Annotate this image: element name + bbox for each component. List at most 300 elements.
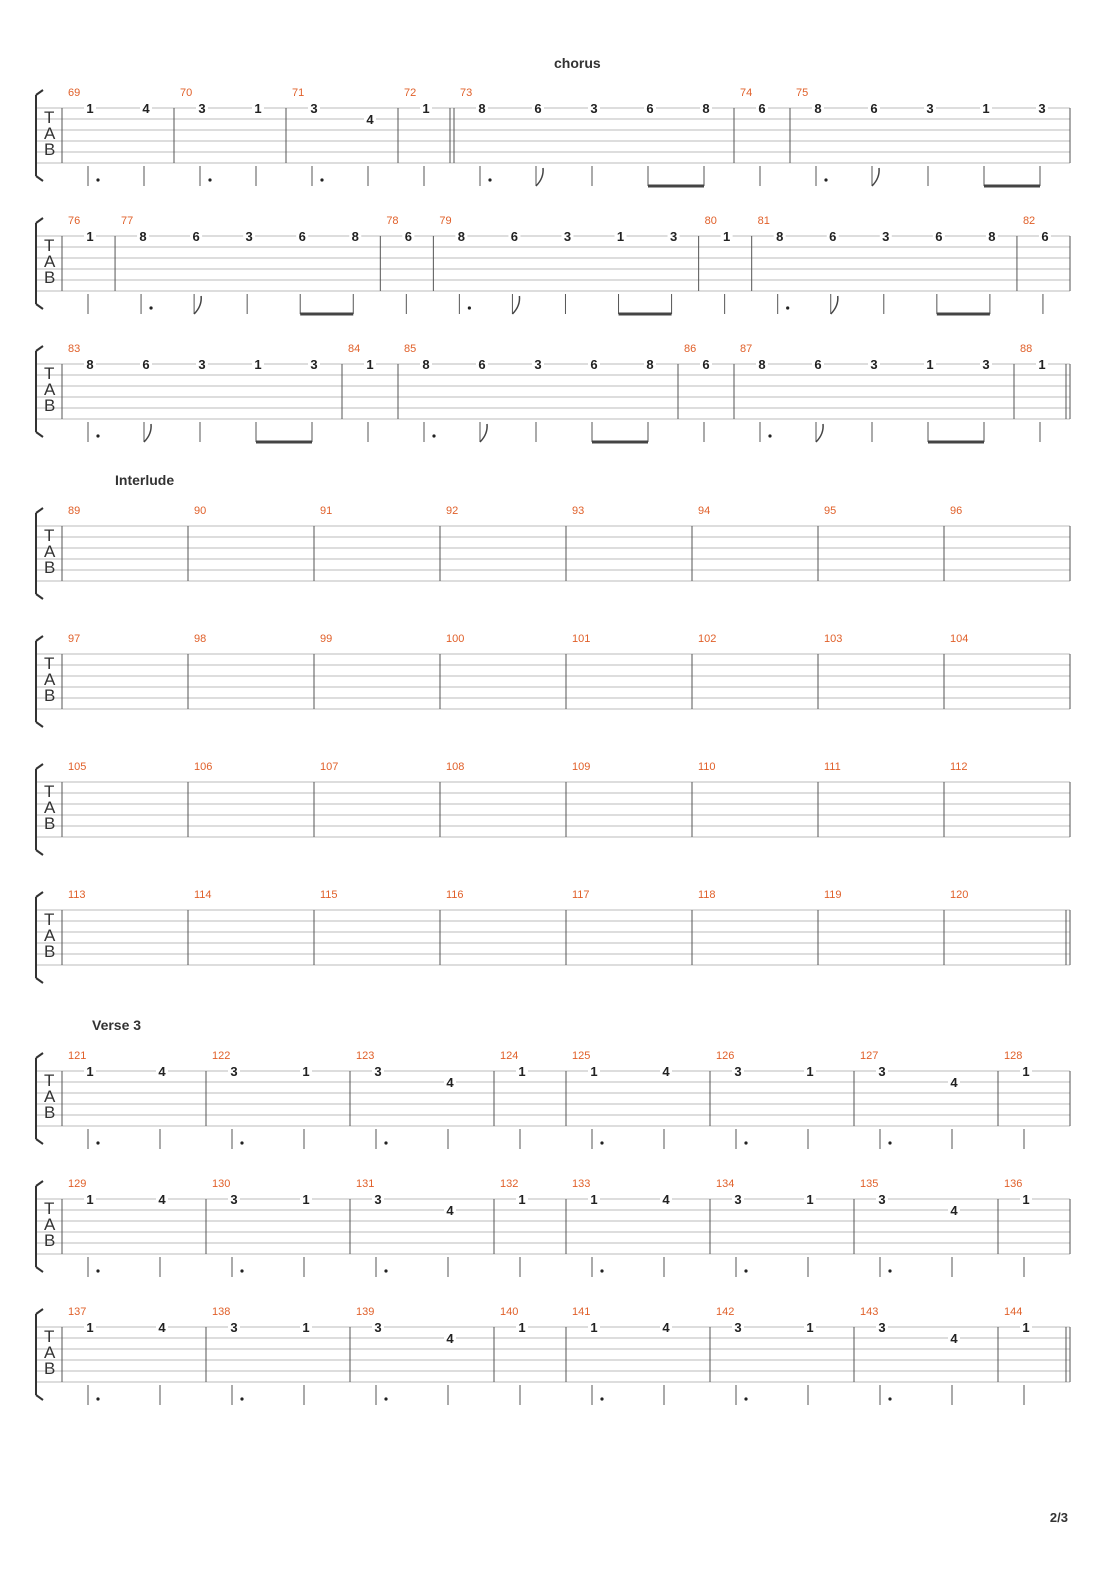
measure [68,1178,206,1277]
system-bracket [36,764,43,855]
fret-number: 3 [245,229,253,244]
measure-number: 124 [500,1050,519,1062]
dot [384,1141,387,1144]
fret-number: 4 [158,1192,166,1207]
system-bracket [36,218,43,309]
tab-clef-letter: B [44,1103,56,1122]
fret-number: 1 [926,357,934,372]
tab-clef-letter: T [44,1327,55,1346]
fret-number: 3 [198,101,206,116]
measure-number: 86 [684,343,697,355]
measure-number: 71 [292,87,305,99]
measure-number: 117 [572,889,590,901]
measure-number: 73 [460,87,473,99]
fret-number: 3 [734,1192,742,1207]
measure [860,1178,998,1277]
measure-number: 132 [500,1178,519,1190]
measure [386,215,433,314]
dot [432,434,435,437]
measure [500,1306,566,1405]
system-bracket [36,1053,43,1144]
measure-number: 144 [1004,1306,1023,1318]
measure [716,1178,854,1277]
fret-number: 1 [590,1192,598,1207]
fret-number: 1 [254,101,262,116]
dot [96,1141,99,1144]
dot [824,178,827,181]
measure [705,215,752,314]
measure-number: 76 [68,215,81,227]
measure-number: 110 [698,761,716,773]
measure-number: 81 [757,215,770,227]
fret-number: 3 [1038,101,1046,116]
dot [320,178,323,181]
measure [356,1178,494,1277]
dot [744,1397,747,1400]
tab-clef-letter: B [44,558,56,577]
measure-number: 85 [404,343,417,355]
fret-number: 1 [518,1320,526,1335]
tab-clef-letter: A [44,670,56,689]
fret-number: 6 [142,357,150,372]
tab-clef-letter: A [44,926,56,945]
tab-system [36,87,1070,186]
fret-number: 6 [404,229,412,244]
measure [1004,1306,1070,1405]
measure-number: 115 [320,889,338,901]
measure [180,87,286,186]
fret-number: 8 [478,101,486,116]
fret-number: 1 [806,1192,814,1207]
fret-number: 3 [734,1320,742,1335]
fret-number: 1 [86,1320,94,1335]
fret-number: 1 [254,357,262,372]
measure-number: 90 [194,505,207,517]
tab-clef-letter: A [44,1343,56,1362]
measure-number: 122 [212,1050,231,1062]
flag [872,168,879,186]
measure-number: 94 [698,505,711,517]
fret-number: 4 [950,1203,958,1218]
fret-number: 3 [878,1064,886,1079]
measure-number: 116 [446,889,464,901]
measure [684,343,734,442]
fret-number: 8 [702,101,710,116]
measure [356,1306,494,1405]
tab-clef-letter: T [44,910,55,929]
measure [68,1050,206,1149]
fret-number: 3 [878,1320,886,1335]
tab-clef-letter: B [44,686,56,705]
measure-number: 121 [68,1050,87,1062]
fret-number: 4 [950,1331,958,1346]
measure-number: 142 [716,1306,735,1318]
fret-number: 3 [198,357,206,372]
measure-number: 133 [572,1178,591,1190]
measure-number: 80 [704,215,717,227]
dot [600,1141,603,1144]
flag [194,296,201,314]
measure [439,215,698,314]
dot [468,306,471,309]
fret-number: 1 [616,229,625,244]
measure [404,343,678,442]
tab-system [36,343,1070,442]
fret-number: 6 [758,101,766,116]
measure-number: 74 [740,87,753,99]
measure-number: 140 [500,1306,519,1318]
dot [96,1397,99,1400]
system-bracket [36,90,43,181]
fret-number: 6 [1041,229,1049,244]
measure-number: 135 [860,1178,879,1190]
section-title-interlude: Interlude [115,472,175,488]
fret-number: 1 [302,1320,310,1335]
measure-number: 136 [1004,1178,1023,1190]
tab-clef-letter: B [44,1359,56,1378]
fret-number: 8 [758,357,766,372]
measure-number: 103 [824,633,843,645]
tab-system [36,1050,1070,1149]
measure-number: 113 [68,889,86,901]
measure-number: 83 [68,343,81,355]
measure-number: 87 [740,343,753,355]
fret-number: 8 [422,357,430,372]
fret-number: 3 [982,357,990,372]
measure [121,215,380,314]
fret-number: 3 [230,1192,238,1207]
measure [860,1306,998,1405]
measure-number: 88 [1020,343,1033,355]
tab-system [36,889,1070,983]
fret-number: 6 [192,229,200,244]
flag [144,424,151,442]
measure-number: 82 [1022,215,1036,227]
fret-number: 3 [374,1192,382,1207]
measure [460,87,734,186]
flag [816,424,823,442]
measure [860,1050,998,1149]
measure [1004,1178,1070,1277]
fret-number: 3 [669,229,678,244]
fret-number: 3 [870,357,878,372]
measure-number: 118 [698,889,716,901]
measure-number: 101 [572,633,591,645]
page-number: 2/3 [1049,1510,1068,1525]
fret-number: 3 [374,1320,382,1335]
fret-number: 1 [518,1192,526,1207]
measure [348,343,398,442]
measure-number: 106 [194,761,213,773]
tab-clef-letter: A [44,542,56,561]
flag [512,296,519,314]
measure [292,87,398,186]
dot [768,434,771,437]
measure-number: 119 [824,889,842,901]
fret-number: 3 [734,1064,742,1079]
measure [212,1306,350,1405]
fret-number: 1 [982,101,990,116]
measure-number: 109 [572,761,591,773]
fret-number: 6 [702,357,710,372]
measure-number: 99 [320,633,333,645]
fret-number: 1 [86,1192,94,1207]
system-bracket [36,1181,43,1272]
measure-number: 100 [446,633,465,645]
flag [536,168,543,186]
dot [96,178,99,181]
measure-number: 139 [356,1306,375,1318]
tab-clef-letter: B [44,140,56,159]
measure [68,1306,206,1405]
measure-number: 114 [194,889,212,901]
measure-number: 96 [950,505,963,517]
measure [740,87,790,186]
flag [480,424,487,442]
measure-number: 141 [572,1306,591,1318]
measure [796,87,1070,186]
measure [68,215,115,314]
fret-number: 4 [366,112,374,127]
measure-number: 102 [698,633,717,645]
measure-number: 131 [356,1178,375,1190]
measure-number: 126 [716,1050,735,1062]
fret-number: 6 [646,101,654,116]
measure [500,1050,566,1149]
dot [384,1397,387,1400]
fret-number: 4 [446,1075,454,1090]
measure-number: 104 [950,633,969,645]
fret-number: 8 [988,229,996,244]
dot [600,1397,603,1400]
fret-number: 3 [590,101,598,116]
fret-number: 1 [518,1064,526,1079]
measure [740,343,1014,442]
tab-clef-letter: A [44,252,56,271]
fret-number: 3 [563,229,572,244]
dot [240,1397,243,1400]
fret-number: 1 [86,1064,94,1079]
fret-number: 1 [1022,1192,1030,1207]
fret-number: 6 [298,229,306,244]
dot [888,1141,891,1144]
fret-number: 1 [590,1064,598,1079]
tab-clef-letter: T [44,654,55,673]
tab-clef-letter: T [44,1071,55,1090]
fret-number: 4 [662,1320,670,1335]
tab-clef-letter: A [44,380,56,399]
fret-number: 6 [814,357,822,372]
measure-number: 77 [121,215,134,227]
measure [68,343,342,442]
measure [1004,1050,1070,1149]
flag [831,296,838,314]
measure-number: 112 [950,761,968,773]
fret-number: 4 [446,1203,454,1218]
fret-number: 8 [351,229,359,244]
fret-number: 1 [1022,1320,1030,1335]
measure-number: 129 [68,1178,87,1190]
fret-number: 3 [926,101,934,116]
fret-number: 3 [230,1320,238,1335]
dot [96,434,99,437]
fret-number: 6 [510,229,519,244]
measure [1020,343,1070,442]
dot [208,178,211,181]
fret-number: 4 [142,101,150,116]
tab-clef-letter: B [44,942,56,961]
system-bracket [36,346,43,437]
tab-clef-letter: T [44,1199,55,1218]
measure-number: 70 [180,87,193,99]
fret-number: 8 [776,229,784,244]
measure [1023,215,1070,314]
measure-number: 108 [446,761,465,773]
measure [758,215,1017,314]
fret-number: 3 [878,1192,886,1207]
fret-number: 1 [723,229,731,244]
measure-number: 69 [68,87,81,99]
tab-system [36,633,1070,727]
fret-number: 1 [806,1064,814,1079]
fret-number: 4 [662,1192,670,1207]
tab-clef-letter: B [44,268,56,287]
measure [68,87,174,186]
fret-number: 1 [366,357,374,372]
measure [212,1178,350,1277]
fret-number: 6 [534,101,542,116]
measure-number: 84 [348,343,361,355]
dot [888,1397,891,1400]
fret-number: 4 [950,1075,958,1090]
fret-number: 1 [86,229,94,244]
dot [744,1141,747,1144]
measure [212,1050,350,1149]
fret-number: 3 [310,101,318,116]
measure-number: 137 [68,1306,87,1318]
dot [786,306,789,309]
measure [572,1178,710,1277]
dot [240,1141,243,1144]
measure-number: 107 [320,761,339,773]
dot [600,1269,603,1272]
measure-number: 95 [824,505,837,517]
fret-number: 1 [302,1064,310,1079]
tab-clef-letter: A [44,1087,56,1106]
tab-clef-letter: T [44,526,55,545]
measure-number: 111 [824,761,841,773]
tab-clef-letter: B [44,1231,56,1250]
measure-number: 125 [572,1050,591,1062]
system-bracket [36,1309,43,1400]
measure-number: 79 [439,215,452,227]
fret-number: 6 [478,357,486,372]
fret-number: 8 [457,229,465,244]
system-bracket [36,892,43,983]
fret-number: 1 [302,1192,310,1207]
dot [744,1269,747,1272]
fret-number: 1 [1038,357,1046,372]
fret-number: 3 [374,1064,382,1079]
tab-system [36,215,1070,314]
section-title-verse-3: Verse 3 [92,1017,142,1033]
measure-number: 98 [194,633,207,645]
measure-number: 97 [68,633,81,645]
fret-number: 4 [446,1331,454,1346]
tab-clef-letter: T [44,236,55,255]
fret-number: 4 [158,1320,166,1335]
measure [572,1050,710,1149]
dot [240,1269,243,1272]
fret-number: 8 [814,101,822,116]
measure-number: 75 [796,87,809,99]
measure-number: 120 [950,889,969,901]
fret-number: 1 [86,101,94,116]
tab-clef-letter: A [44,1215,56,1234]
dot [488,178,491,181]
measure-number: 138 [212,1306,231,1318]
measure [404,87,454,186]
measure-number: 91 [320,505,333,517]
fret-number: 1 [590,1320,598,1335]
fret-number: 1 [806,1320,814,1335]
tab-clef-letter: B [44,396,56,415]
dot [888,1269,891,1272]
measure-number: 78 [386,215,399,227]
measure-number: 105 [68,761,87,773]
tab-system [36,1306,1070,1405]
fret-number: 8 [86,357,94,372]
fret-number: 3 [534,357,542,372]
fret-number: 4 [662,1064,670,1079]
tab-system [36,761,1070,855]
measure [356,1050,494,1149]
fret-number: 6 [829,229,837,244]
tab-clef-letter: T [44,364,55,383]
measure-number: 89 [68,505,81,517]
fret-number: 8 [139,229,147,244]
tab-clef-letter: T [44,782,55,801]
fret-number: 6 [870,101,878,116]
fret-number: 6 [935,229,943,244]
measure-number: 93 [572,505,585,517]
fret-number: 1 [1022,1064,1030,1079]
tab-system [36,1178,1070,1277]
system-bracket [36,636,43,727]
measure-number: 130 [212,1178,231,1190]
tab-clef-letter: T [44,108,55,127]
measure [716,1050,854,1149]
measure-number: 92 [446,505,459,517]
fret-number: 4 [158,1064,166,1079]
system-bracket [36,508,43,599]
tab-clef-letter: A [44,798,56,817]
fret-number: 8 [646,357,654,372]
fret-number: 3 [882,229,890,244]
measure [572,1306,710,1405]
fret-number: 3 [310,357,318,372]
dot [149,306,152,309]
dot [384,1269,387,1272]
measure [500,1178,566,1277]
measure-number: 72 [404,87,417,99]
measure [716,1306,854,1405]
measure-number: 134 [716,1178,735,1190]
fret-number: 1 [422,101,430,116]
tab-clef-letter: A [44,124,56,143]
fret-number: 6 [590,357,598,372]
measure-number: 128 [1004,1050,1023,1062]
